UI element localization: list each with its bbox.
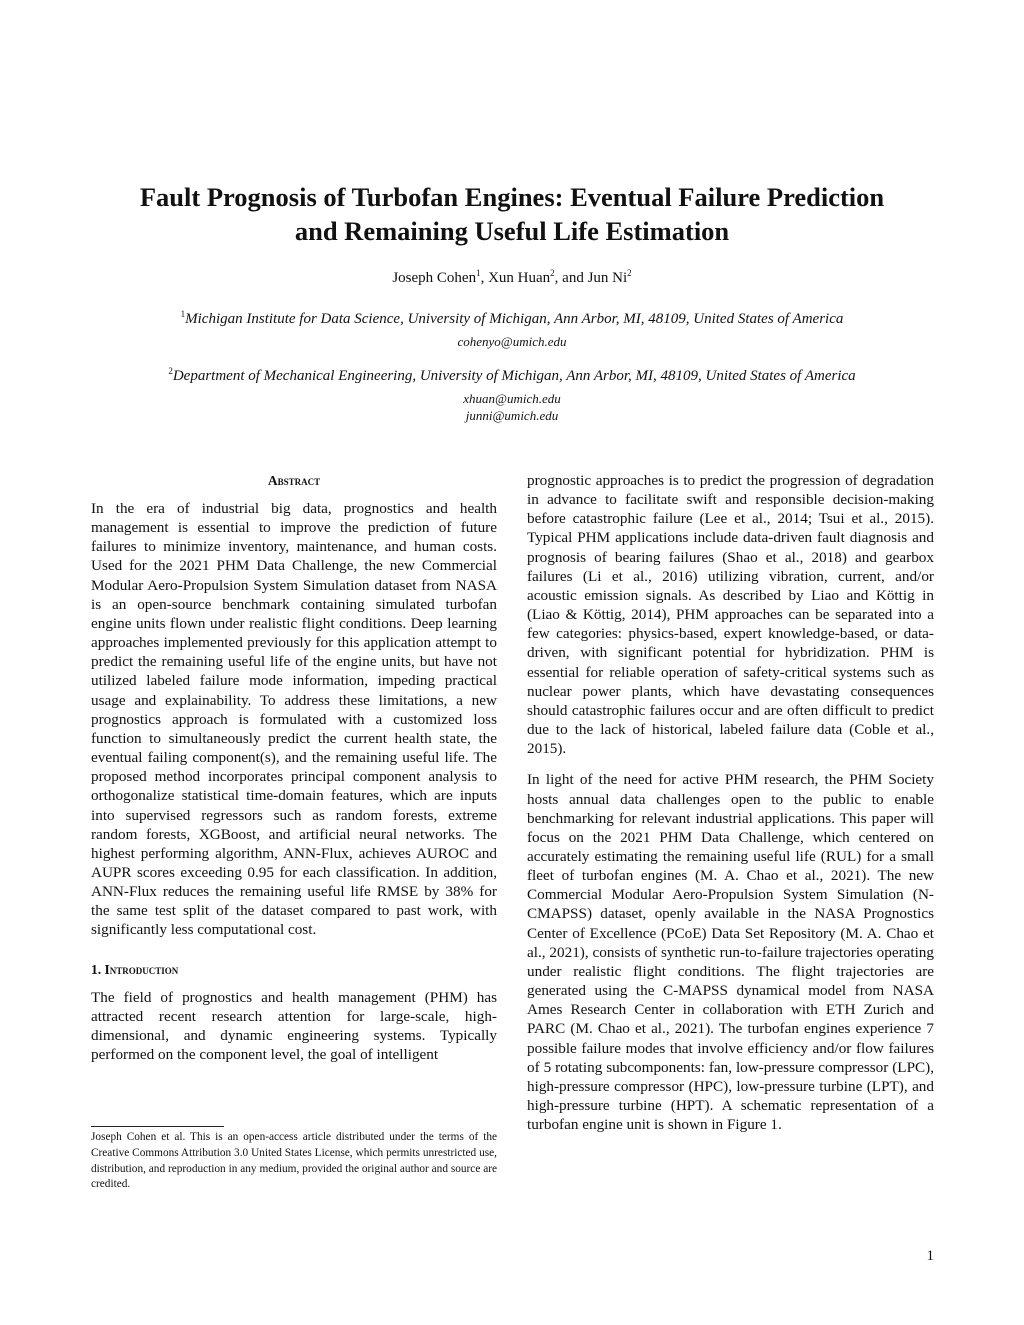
author-list — [0, 268, 1024, 288]
author-email[interactable]: xhuan@umich.edu — [463, 391, 561, 406]
left-column — [91, 471, 497, 1076]
author-name: Jun Ni — [587, 270, 628, 286]
author-name: Xun Huan — [488, 270, 551, 286]
affiliation-mark: 1 — [180, 309, 186, 319]
affiliation-text: Department of Mechanical Engineering, University of Michigan, Ann Arbor, MI, 48109, United States of America — [172, 368, 856, 384]
intro-paragraph: prognostic approaches is to predict the progression of degradation in advance to facilitate swift and responsible decision-making before catastrophic failure (Lee et al., 2014; Tsui et al., 2015). Typical PHM applications include data-driven fault diagnosis and prognosis of bearing failures (Shao et al., 2018) and gearbox failures (Li et al., 2016) utilizing vibration, current, and/or acoustic emission signals. As described by Liao and Köttig in (Liao & Köttig, 2014), PHM approaches can be separated into a few categories: physics-based, expert knowledge-based, or data-driven, with significant potential for hybridization. PHM is essential for reliable operation of safety-critical systems such as nuclear power plants, which have devastating consequences should catastrophic failures occur and are often difficult to predict due to the lack of historical, labeled failure data (Coble et al., 2015). — [527, 472, 934, 758]
title-line-2: and Remaining Useful Life Estimation — [294, 216, 730, 246]
intro-paragraph: The field of prognostics and health management (PHM) has attracted recent research attention for large-scale, high-dimensional, and dynamic engineering systems. Typically performed on the component level, the goal of intelligent — [91, 988, 497, 1064]
footnote-rule — [91, 1126, 224, 1127]
paper-title — [80, 180, 944, 248]
author-email[interactable]: cohenyo@umich.edu — [457, 334, 567, 349]
introduction-heading — [91, 960, 497, 980]
affiliation-1 — [0, 309, 1024, 329]
author-affil-mark: 2 — [627, 268, 632, 278]
author-separator: , and — [554, 270, 588, 286]
author-name: Joseph Cohen — [392, 270, 477, 286]
author-affil-mark: 1 — [476, 268, 481, 278]
author-email[interactable]: junni@umich.edu — [465, 408, 559, 423]
title-line-1: Fault Prognosis of Turbofan Engines: Eventual Failure Prediction — [139, 182, 885, 212]
right-column — [527, 471, 934, 1146]
author-separator: , — [480, 270, 489, 286]
affiliation-text: Michigan Institute for Data Science, University of Michigan, Ann Arbor, MI, 48109, United States of America — [185, 311, 844, 327]
section-number: 1. — [91, 961, 102, 977]
page-number: 1 — [926, 1248, 934, 1264]
affiliation-2 — [0, 366, 1024, 386]
affiliation-mark: 2 — [168, 366, 173, 376]
intro-paragraph: In light of the need for active PHM research, the PHM Society hosts annual data challenges open to the public to enable benchmarking for relevant industrial applications. This paper will focus on the 2021 PHM Data Challenge, which centered on accurately estimating the remaining useful life (RUL) for a small fleet of turbofan engines (M. A. Chao et al., 2021). The new Commercial Modular Aero-Propulsion System Simulation (N-CMAPSS) dataset, openly available in the NASA Prognostics Center of Excellence (PCoE) Data Set Repository (M. A. Chao et al., 2021), consists of synthetic run-to-failure trajectories operating under realistic flight conditions. The flight trajectories are generated using the C-MAPSS dynamical model from NASA Ames Research Center in collaboration with ETH Zurich and PARC (M. Chao et al., 2021). The turbofan engines experience 7 possible failure modes that involve efficiency and/or flow failures of 5 rotating subcomponents: fan, low-pressure compressor (LPC), high-pressure compressor (HPC), low-pressure turbine (LPT), and high-pressure turbine (HPT). A schematic representation of a turbofan engine unit is shown in Figure 1. — [527, 771, 934, 1134]
abstract-heading: Abstract — [267, 473, 321, 488]
section-title: Introduction — [104, 961, 179, 977]
license-footnote: Joseph Cohen et al. This is an open-access article distributed under the terms of the Creative Commons Attribution 3.0 United States License, which permits unrestricted use, distribution, and reproduction in any medium, provided the original author and source are credited. — [91, 1131, 497, 1191]
author-affil-mark: 2 — [550, 268, 555, 278]
abstract-text: In the era of industrial big data, prognostics and health management is essential to improve the prediction of future failures to minimize inventory, maintenance, and human costs. Used for the 2021 PHM Data Challenge, the new Commercial Modular Aero-Propulsion System Simulation dataset from NASA is an open-source benchmark containing simulated turbofan engine units flown under realistic flight conditions. Deep learning approaches implemented previously for this application attempt to predict the remaining useful life of the engine units, but have not utilized labeled failure mode information, impeding practical usage and explainability. To address these limitations, a new prognostics approach is formulated with a customized loss function to simultaneously predict the current health state, the eventual failing component(s), and the remaining useful life. The proposed method incorporates principal component analysis to orthogonalize statistical time-domain features, which are inputs into supervised regressors such as random forests, extreme random forests, XGBoost, and artificial neural networks. The highest performing algorithm, ANN-Flux, achieves AUROC and AUPR scores exceeding 0.95 for each classification. In addition, ANN-Flux reduces the remaining useful life RMSE by 38% for the same test split of the dataset compared to past work, with significantly less computational cost. — [91, 500, 497, 939]
